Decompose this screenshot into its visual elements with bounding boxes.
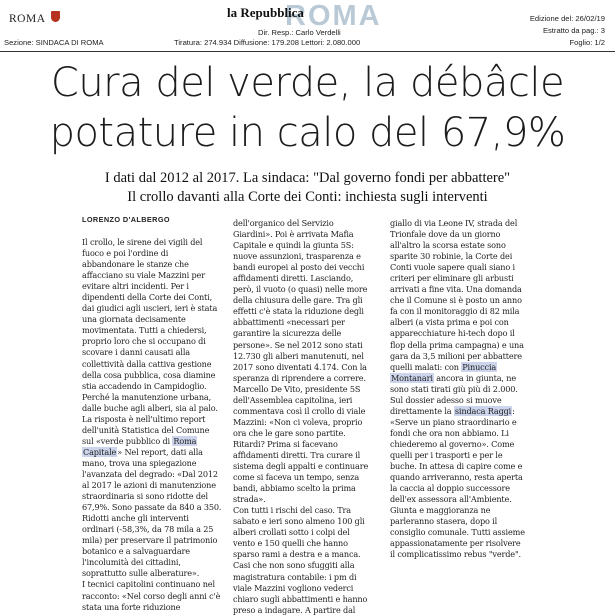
text-line: alberi crollati sotto i colpi del [233,527,350,538]
text-line: buche. In attesa di capire come e [390,461,523,472]
text-line: Mazzini: «Non ci voleva, proprio [233,416,363,427]
text-fragment: Nel report, dati alla [124,446,203,457]
text-line: fondi che ora non abbiamo. Li [390,427,509,438]
text-line-highlight [82,447,226,458]
text-line: come si faceva un tempo, senza [233,472,360,483]
text-line: magistratura contabile: i pm di [233,571,357,582]
highlight-roma: Roma [173,435,197,446]
text-line: affidamenti diretti. Lasciando, [233,273,354,284]
text-line: però, il vuoto (o quasi) nelle more [233,284,368,295]
text-line: botanico e a salvaguardare [82,546,190,557]
text-line-highlight [390,373,534,384]
text-line: dell'Assemblea capitolina, ieri [233,394,353,405]
text-line: abbattimenti «necessari per [233,317,345,328]
text-line: sparso rami a destra e a manca. [233,549,361,560]
text-line-highlight [390,362,534,373]
text-line: Casi che non sono sfuggiti alla [233,560,355,571]
logo-roma: ROMA [285,0,382,32]
text-line: collettività dalla cattiva gestione [82,358,212,369]
text-line: effetti c'è stata la riduzione degli [233,306,364,317]
text-line: Ritardi? Prima si facevano [233,438,338,449]
article-column-2 [233,218,377,616]
logo-repubblica: la Repubblica [227,5,304,20]
text-line: Conti vuole sapere quali siano i [390,262,515,273]
text-line: il complicatissimo rebus "verde". [390,549,521,560]
highlight-pinuccia: Pinuccia [462,361,497,372]
text-line: bandi europei al posto dei vecchi [233,262,365,273]
text-line: gara da 3,5 milioni per abbattere [390,350,522,361]
text-line: sparite 30 robinie, la Corte dei [390,251,513,262]
text-line: dell'unità Statistica del Comune [82,424,210,435]
text-line: flop della prima campagna) e una [390,339,524,350]
text-line: movimentata. Tutti a chiedersi, [82,325,207,336]
text-line: giallo di via Leone IV, strada del [390,218,518,228]
text-line: Capitale e quindi la giunta 5S: [233,240,354,251]
text-line: dell'organico del Servizio [233,218,334,228]
text-line: Sul dossier adesso si muove [390,394,502,405]
text-line: una giornata decisamente [82,314,186,325]
text-line: vento e 150 quelli che hanno [233,538,348,549]
director-label: Dir. Resp.: Carlo Verdelli [258,28,341,37]
text-line: la caccia al doppio successore [390,483,510,494]
text-line: abbandonare le stanze che [82,259,189,270]
text-line: garantire la sicurezza delle [233,328,342,339]
subheadline-2: Il crollo davanti alla Corte dei Conti: inchiesta sugli interventi [127,189,488,205]
text-line: consiglio comunale. Tutti assieme [390,527,525,538]
text-line: strada». [233,494,266,505]
text-line: dipendenti della Corte dei Conti, [82,292,213,303]
text-line: Con tutti i rischi del caso. Tra [233,505,351,516]
text-line: sistema degli appalti e continuare [233,461,369,472]
sheet-number: Foglio: 1/2 [569,38,605,47]
highlight-capitale: Capitale [83,446,117,457]
text-line: sono stati tirati giù più di 2.000. [390,383,518,394]
text-line: commentava così il crollo di viale [233,405,366,416]
text-line: parleranno stasera, dopo il [390,516,498,527]
text-line: apparecchiature hi-tech dopo il [390,328,515,339]
text-line: La risposta è nell'ultimo report [82,413,206,424]
text-line: appassionatamente per risolvere [390,538,521,549]
text-line: fuoco e poi l'ordine di [82,248,169,259]
text-line: criteri per eliminare gli arbusti [390,273,514,284]
text-line: scovare i danni causati alla [82,347,190,358]
text-line: chiederemo al governo». Come [390,438,515,449]
text-line: Trionfale dove da un giorno [390,229,501,240]
text-line: straordinaria si sono ridotte del [82,491,208,502]
text-line: che il Comune si è posto un anno [390,295,522,306]
subheadline-1: I dati dal 2012 al 2017. La sindaca: "Dal governo fondi per abbattere" [104,170,511,186]
text-line: dai giudici agli uscieri, ieri è stata [82,303,218,314]
text-line: quelli per i trasporti e per le [390,449,503,460]
text-line: mano, trova una spiegazione [82,457,197,468]
text-line: della cosa pubblica, cosa diamine [82,369,216,380]
text-line: affacciano su viale Mazzini per [82,270,205,281]
text-line: Ridotti anche gli interventi [82,513,189,524]
text-line: Il crollo, le sirene dei vigili del [82,237,203,247]
city-label: ROMA [9,13,46,25]
text-line: mila) per preservare il patrimonio [82,535,218,546]
text-line: racconto: «Nel corso degli anni c'è [82,590,221,601]
text-fragment: quelli malati: con [390,361,462,372]
text-line: Giardini». Poi è arrivata Mafia [233,229,354,240]
text-fragment: direttamente la [390,405,454,416]
text-line: arrivati a fine vita. Una domanda [390,284,522,295]
rome-crest-icon [51,11,60,22]
text-line: viale Mazzini vogliono vederci [233,582,354,593]
text-line-highlight [82,436,226,447]
article-column-3 [390,218,534,560]
circulation-label: Tiratura: 274.934 Diffusione: 179.208 Lettori: 2.080.000 [174,38,361,47]
text-line: alberi (a vista prima e poi con [390,317,509,328]
headline-line-2: potature in calo del 67,9% [49,110,566,156]
section-label: Sezione: SINDACA DI ROMA [4,38,104,47]
text-line: della chiusura delle gare. Tra gli [233,295,363,306]
page-extract: Estratto da pag.: 3 [542,26,605,35]
text-line: proprio loro che si occupano di [82,336,206,347]
text-line: 12.730 gli alberi manutenuti, nel [233,350,364,361]
article-column-1 [82,237,226,613]
text-line: preso a indagare. A partire dal [233,604,356,615]
newspaper-logo [227,2,417,30]
text-line: stia accadendo in Campidoglio. [82,380,207,391]
text-line: ordinari (-58,3%, da 78 mila a 25 [82,524,214,535]
text-line: «Serve un piano straordinario e [390,416,517,427]
highlight-sindaca-raggi: sindaca Raggi [454,405,512,416]
highlight-montanari: Montanari [391,372,433,383]
text-line: bandi, abbiamo scelto la prima [233,483,356,494]
text-line: sabato e ieri sono almeno 100 gli [233,516,365,527]
text-line: stata una forte riduzione [82,601,181,612]
text-line: ora che le gare sono partite. [233,427,346,438]
text-fragment: ancora in giunta, ne [433,372,517,383]
text-line: l'avanzata del degrado: «Dal 2012 [82,468,218,479]
text-line-highlight [390,406,534,417]
clipping-header [0,0,615,56]
text-fragment: » [117,446,125,457]
text-line: chiaro sugli abbattimenti e hanno [233,593,368,604]
text-line: affidamenti diretti. Tra curare il [233,449,361,460]
text-line: nuove assunzioni, trasparenza e [233,251,361,262]
text-fragment: sul «verde pubblico di [82,435,173,446]
text-line: I tecnici capitolini continuano nel [82,579,215,590]
edition-date: Edizione del: 26/02/19 [529,14,605,23]
headline-line-1: Cura del verde, la débâcle [50,60,565,106]
text-line: dalle buche agli alberi, sia al palo. [82,402,218,413]
text-line: fa con il monitoraggio di 82 mila [390,306,520,317]
text-line: 2017 sono diventati 4.174. Con la [233,361,367,372]
text-line: Giunta e maggioranza ne [390,505,491,516]
text-line: quando arriveranno, resta aperta [390,472,523,483]
text-line: 67,9%. Sono passate da 840 a 350. [82,502,222,513]
text-line: Marcello De Vito, presidente 5S [233,383,361,394]
text-line: persone». Se nel 2012 sono stati [233,339,363,350]
text-fragment: : [512,405,515,416]
text-line: all'altro la scorsa estate sono [390,240,506,251]
text-line: Perché la manutenzione urbana, [82,391,212,402]
text-line: l'incolumità dei cittadini, [82,557,181,568]
text-line: soprattutto sulle alberature». [82,568,200,579]
text-line: dell'ex assessora all'Ambiente. [390,494,512,505]
byline: LORENZO D'ALBERGO [82,215,170,224]
header-divider [0,51,615,52]
text-line: speranza di riprendere a correre. [233,372,366,383]
text-line: al 2017 le azioni di manutenzione [82,480,216,491]
text-line: evitare altri incidenti. Per i [82,281,189,292]
